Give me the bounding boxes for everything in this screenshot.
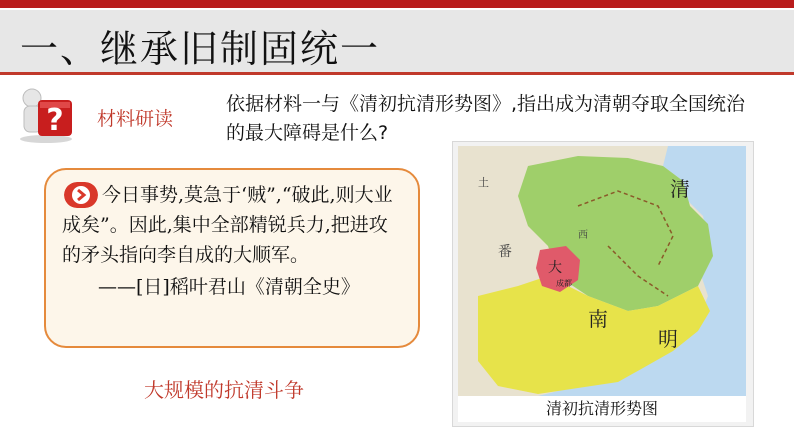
- map-label-nan: 南: [588, 307, 608, 331]
- historical-map: [458, 146, 746, 396]
- quote-text: 今日事势,莫急于‘贼”,“破此,则大业成矣”。因此,集中全部精锐兵力,把进攻的矛头指向李自成的大顺军。: [62, 184, 393, 266]
- slide-title: 一、继承旧制固统一: [20, 27, 381, 71]
- map-caption: 清初抗清形势图: [458, 396, 746, 422]
- quote-arrow-icon: [64, 182, 98, 208]
- map-label-ming: 明: [658, 327, 678, 351]
- summary-text: 大规模的抗清斗争: [144, 378, 304, 402]
- question-mark-icon: [16, 84, 80, 144]
- map-label-tu: 土: [478, 176, 489, 189]
- section-label: 材料研读: [97, 108, 174, 130]
- top-accent-bar: [0, 0, 794, 8]
- question-text: 依据材料一与《清初抗清形势图》,指出成为清朝夺取全国统治的最大障碍是什么?: [226, 93, 746, 144]
- map-label-west: 西: [578, 230, 588, 241]
- quote-box: [44, 168, 420, 348]
- map-label-da: 大: [548, 260, 562, 276]
- quote-source: ——[日]稻叶君山《清朝全史》: [98, 276, 360, 298]
- svg-text:?: ?: [46, 103, 64, 138]
- map-label-fan: 番: [498, 244, 512, 260]
- map-label-qing: 清: [670, 177, 690, 201]
- map-label-chengdu: 成都: [556, 279, 572, 288]
